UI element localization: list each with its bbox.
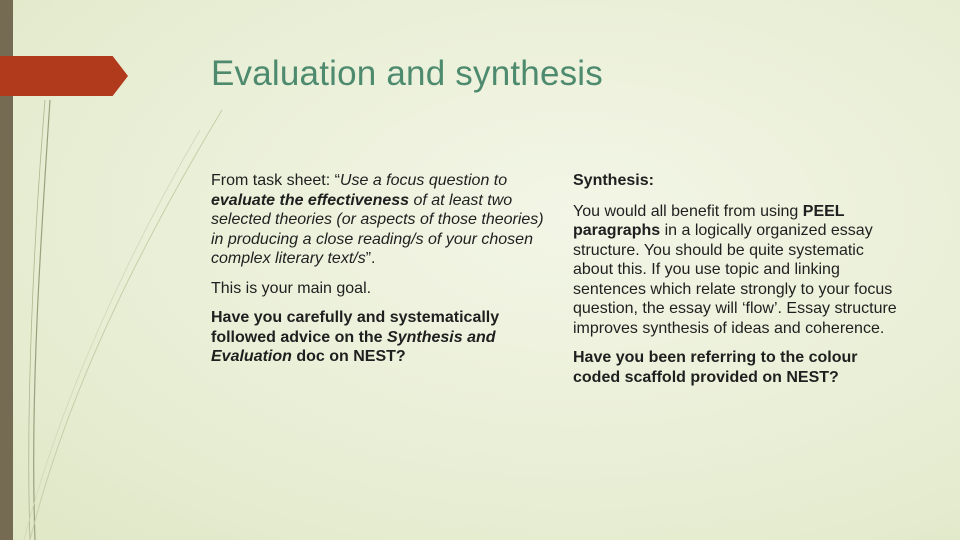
- advice-doc-name: Synthesis and Evaluation: [211, 328, 496, 365]
- task-sheet-paragraph: [211, 171, 551, 269]
- scaffold-question-text: Have you been referring to the colour coded scaffold provided on NEST?: [573, 349, 858, 386]
- right-column: [573, 171, 903, 397]
- advice-question-end: doc on NEST?: [291, 348, 406, 365]
- task-sheet-quote-start: Use a focus question to: [339, 172, 508, 189]
- left-column: [211, 171, 551, 377]
- advice-question: [211, 308, 551, 367]
- synthesis-heading: [573, 171, 903, 191]
- main-goal-text: This is your main goal.: [211, 279, 372, 297]
- task-sheet-quote-end: of at least two selected theories (or aspects of those theories) in producing a close reading/s of your chosen complex literary text/s: [211, 191, 544, 267]
- task-sheet-intro: From task sheet: “: [211, 172, 340, 189]
- task-sheet-close-quote: ”.: [365, 250, 376, 267]
- synthesis-heading-text: Synthesis:: [573, 172, 654, 189]
- scaffold-question: [573, 348, 903, 387]
- peel-term: PEEL paragraphs: [573, 202, 845, 239]
- advice-question-start: Have you carefully and systematically followed advice on the: [211, 309, 500, 346]
- task-sheet-quote-emphasis: evaluate the effectiveness: [211, 191, 410, 209]
- peel-intro: You would all benefit from using: [573, 202, 803, 220]
- peel-body: in a logically organized essay structure. You should be quite systematic about this. If you use topic and linking sentences which relate strongly to your focus question, the essay will ‘flow’. Essay structure improves synthesis of ideas and coherence.: [573, 222, 897, 337]
- peel-paragraph: [573, 202, 903, 339]
- title-accent-arrow: [0, 56, 128, 96]
- slide-title: Evaluation and synthesis: [211, 54, 603, 93]
